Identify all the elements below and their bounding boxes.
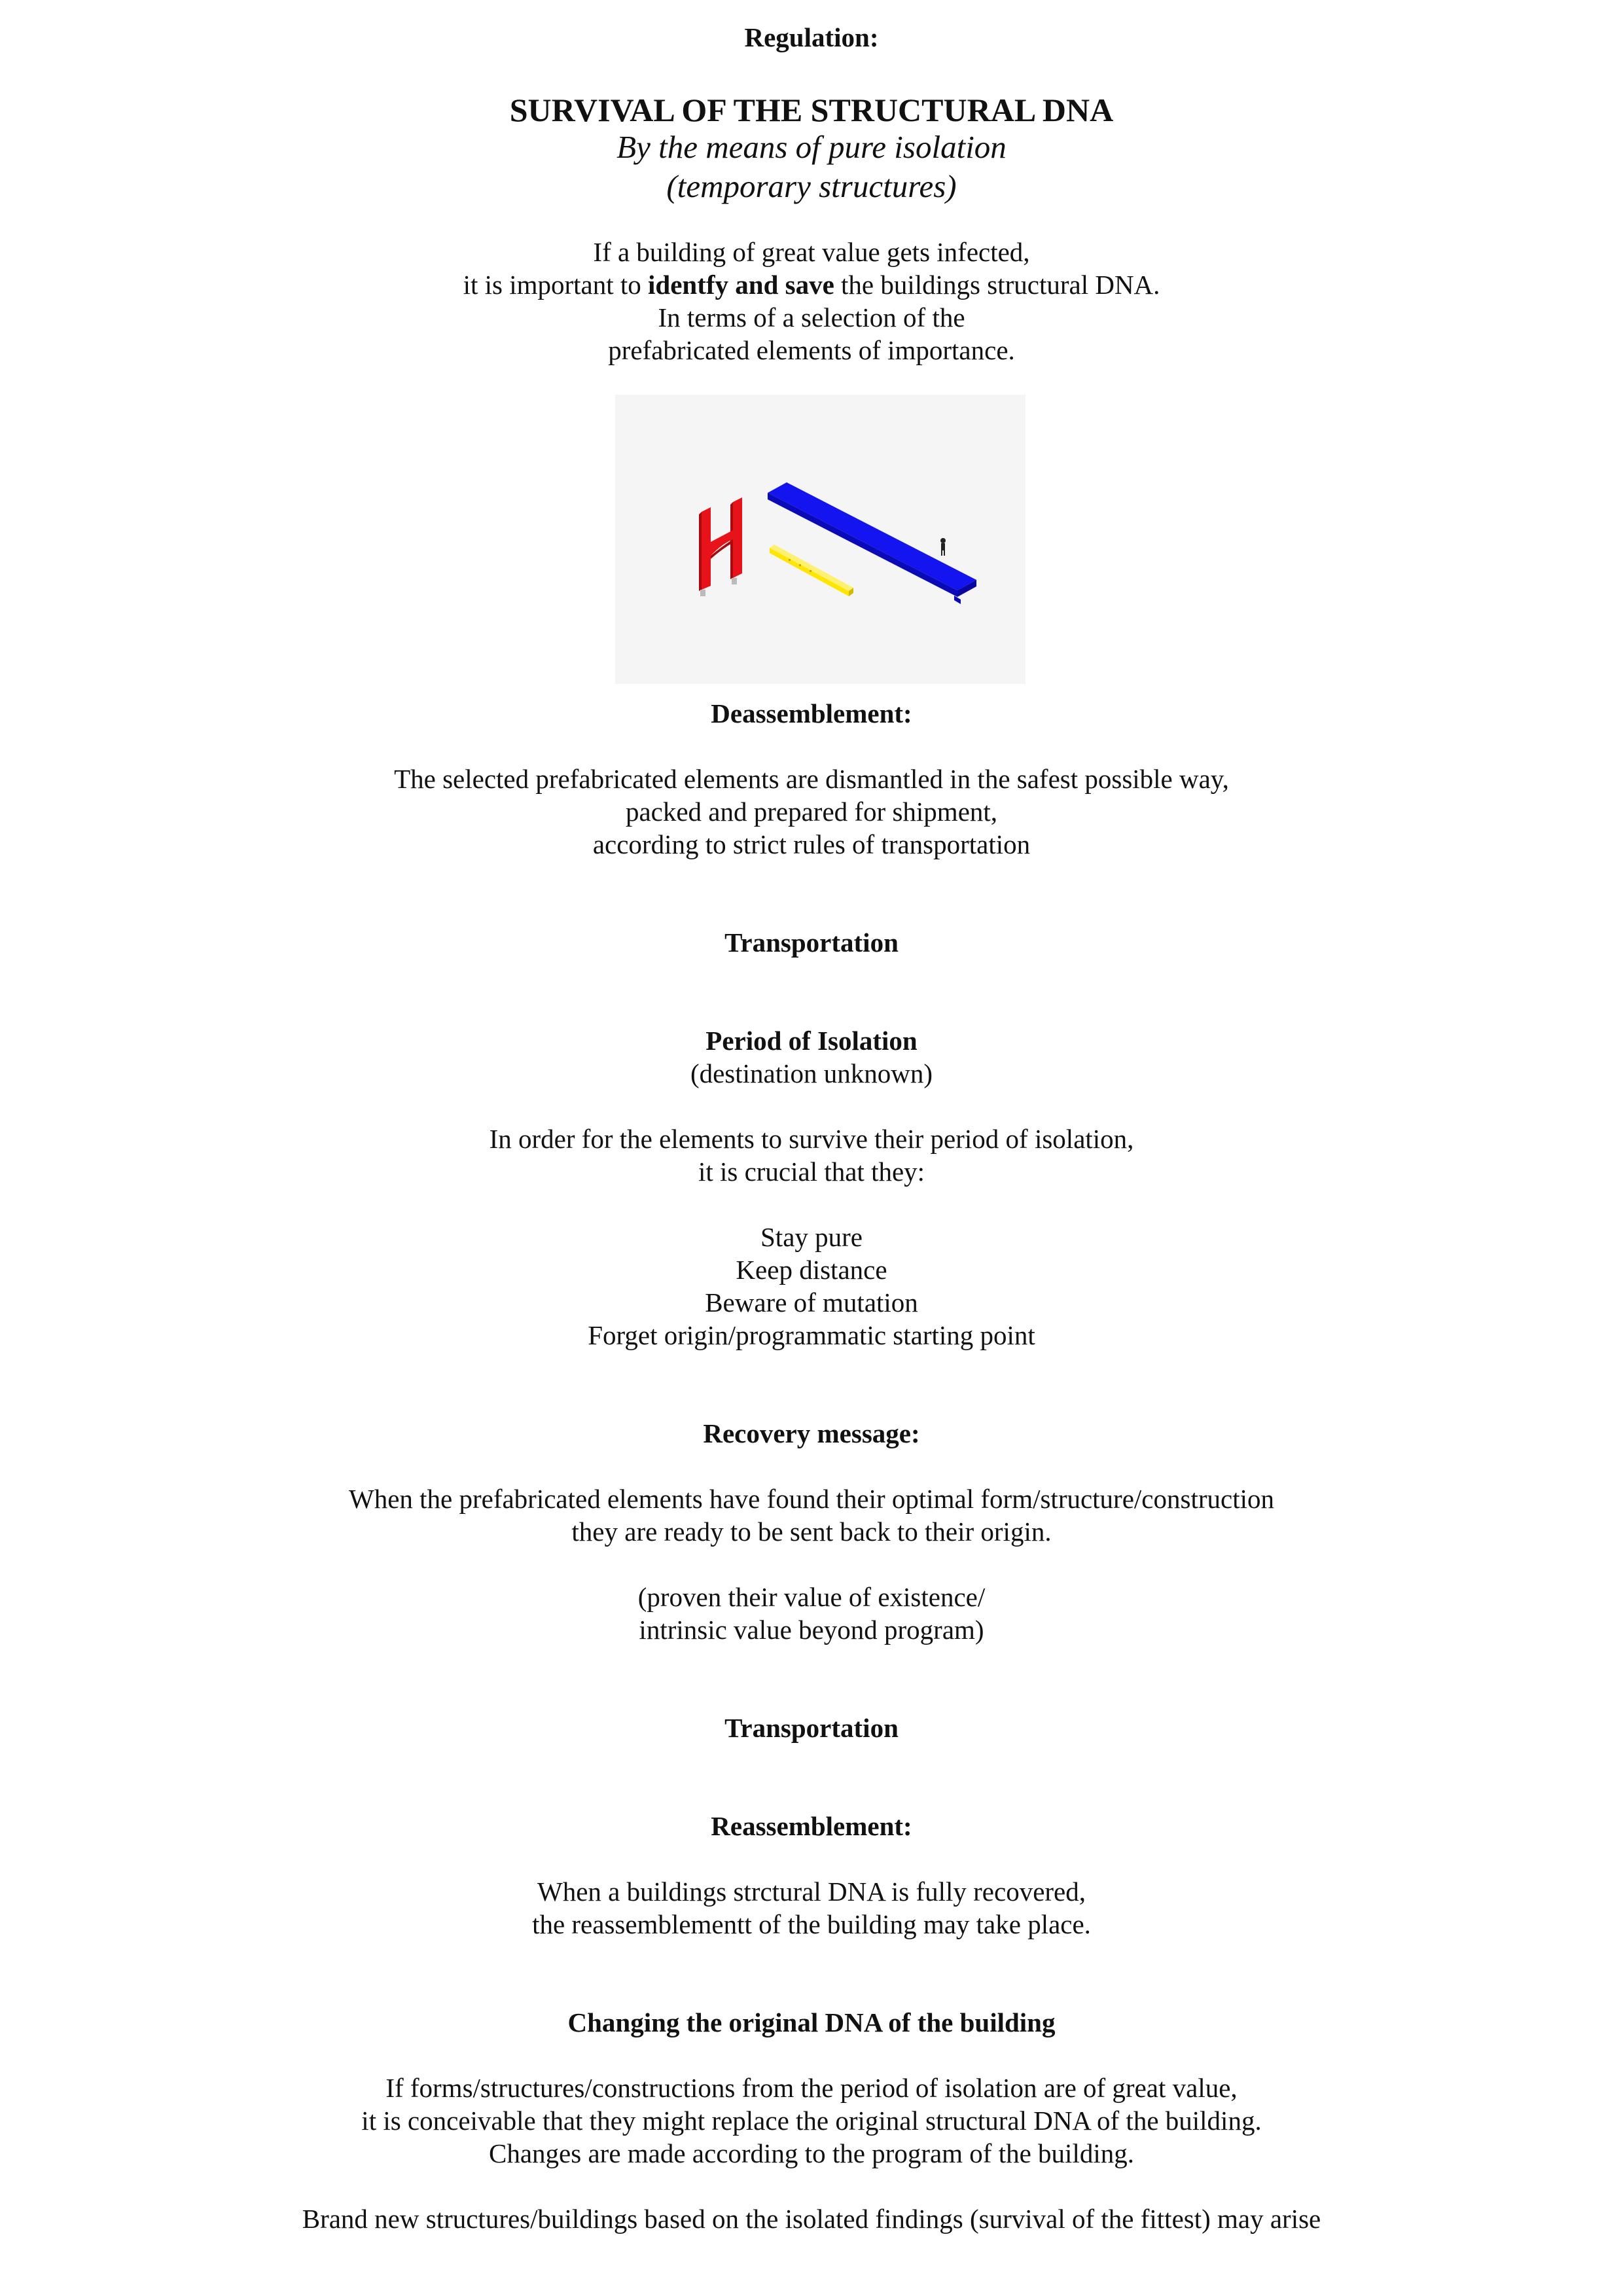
changing-dna-line: it is conceivable that they might replace the original structural DNA of the building. <box>361 2106 1262 2136</box>
deassemblement-heading: Deassemblement: <box>711 698 912 728</box>
isolation-rule: Stay pure <box>760 1222 863 1252</box>
regulation-label: Regulation: <box>744 22 879 52</box>
isolation-rules-list <box>0 1221 1623 1352</box>
deassemblement-line: The selected prefabricated elements are dismantled in the safest possible way, <box>394 764 1229 794</box>
isolation-intro-line: it is crucial that they: <box>698 1157 925 1187</box>
isolation-rule: Keep distance <box>736 1255 887 1285</box>
page-title: SURVIVAL OF THE STRUCTURAL DNA <box>509 92 1114 128</box>
deassemblement-paragraph <box>0 762 1623 861</box>
recovery-paragraph <box>0 1482 1623 1548</box>
reassemblement-line: the reassemblementt of the building may take place. <box>532 1909 1091 1939</box>
yellow-beam <box>770 545 853 596</box>
transportation-heading-2: Transportation <box>724 1713 899 1743</box>
reassemblement-paragraph <box>0 1875 1623 1941</box>
recovery-line: When the prefabricated elements have found their optimal form/structure/construction <box>349 1484 1274 1514</box>
recovery-line: they are ready to be sent back to their origin. <box>571 1516 1052 1547</box>
reassemblement-heading: Reassemblement: <box>711 1811 912 1841</box>
reassemblement-line: When a buildings strctural DNA is fully recovered, <box>537 1876 1086 1907</box>
intro-text: it is important to <box>463 270 649 300</box>
intro-line <box>0 268 1623 301</box>
structural-elements-illustration <box>615 395 1026 684</box>
intro-emphasis: identfy and save <box>648 270 834 300</box>
intro-text: the buildings structural DNA. <box>834 270 1160 300</box>
changing-dna-heading: Changing the original DNA of the building <box>567 2007 1056 2037</box>
intro-line: In terms of a selection of the <box>658 302 965 332</box>
intro-line: If a building of great value gets infected, <box>593 237 1030 267</box>
recovery-note <box>0 1581 1623 1646</box>
transportation-heading-1: Transportation <box>724 927 899 958</box>
deassemblement-line: packed and prepared for shipment, <box>625 797 998 827</box>
changing-dna-paragraph <box>0 2072 1623 2170</box>
intro-line: prefabricated elements of importance. <box>608 335 1015 365</box>
blue-girder <box>768 482 976 604</box>
closing-statement: Brand new structures/buildings based on the isolated findings (survival of the fittest) may arise <box>302 2204 1321 2234</box>
subtitle-line-2: (temporary structures) <box>666 168 957 204</box>
recovery-heading: Recovery message: <box>703 1418 920 1448</box>
changing-dna-line: Changes are made according to the program of the building. <box>489 2138 1134 2168</box>
recovery-note-line: intrinsic value beyond program) <box>639 1615 984 1645</box>
recovery-note-line: (proven their value of existence/ <box>637 1582 986 1612</box>
intro-paragraph <box>0 236 1623 367</box>
red-h-frame <box>699 497 742 596</box>
structural-elements-figure <box>615 395 1026 684</box>
human-scale-figure <box>940 538 946 556</box>
isolation-intro-line: In order for the elements to survive their period of isolation, <box>489 1124 1134 1154</box>
changing-dna-line: If forms/structures/constructions from the period of isolation are of great value, <box>385 2073 1238 2103</box>
isolation-intro <box>0 1122 1623 1188</box>
isolation-rule: Forget origin/programmatic starting point <box>588 1320 1035 1350</box>
isolation-rule: Beware of mutation <box>705 1287 918 1318</box>
deassemblement-line: according to strict rules of transportation <box>592 829 1031 859</box>
subtitle-line-1: By the means of pure isolation <box>616 129 1007 165</box>
isolation-note: (destination unknown) <box>690 1058 933 1088</box>
isolation-heading: Period of Isolation <box>705 1026 918 1056</box>
